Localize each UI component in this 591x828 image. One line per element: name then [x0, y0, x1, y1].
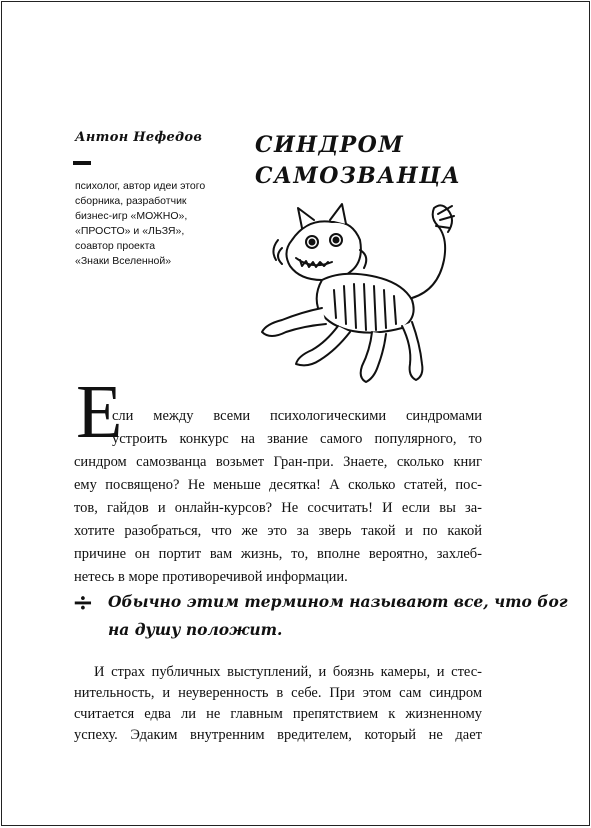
drop-cap: Е — [76, 370, 123, 454]
divide-icon: ÷ — [72, 588, 94, 618]
author-divider — [73, 161, 91, 165]
title-line: САМОЗВАНЦА — [255, 163, 462, 189]
author-bio-line: соавтор проекта — [75, 240, 156, 252]
text-line: хотите разобраться, что же это за зверь такой и по какой — [74, 523, 482, 539]
beast-illustration-icon — [252, 200, 467, 386]
text-line: синдром самозванца возьмет Гран-при. Знаете, сколько книг — [74, 454, 482, 470]
author-bio-line: бизнес-игр «МОЖНО», — [75, 210, 188, 222]
text-line: нетесь в море противоречивой информации. — [74, 569, 348, 585]
text-line: ему посвящено? Не меньше десятка! А сколько статей, пос- — [74, 477, 482, 493]
text-line: причине он портит вам жизнь, то, вполне вероятно, захлеб- — [74, 546, 482, 562]
text-line: считается едва ли не главным препятствием к жизненному — [74, 706, 482, 722]
author-name: Антон Нефедов — [75, 130, 203, 145]
author-bio-line: сборника, разработчик — [75, 195, 187, 207]
author-bio-line: психолог, автор идеи этого — [75, 180, 206, 192]
text-line: тов, гайдов и онлайн-курсов? Не сосчитать! И если вы за- — [74, 500, 482, 516]
text-line: нительность, и неуверенность в себе. При этом сам синдром — [74, 685, 482, 701]
quote-line: на душу положит. — [108, 620, 283, 639]
intro-paragraph — [74, 385, 482, 589]
book-page — [1, 1, 590, 826]
text-line: успеху. Эдаким внутренним вредителем, который не дает — [74, 727, 482, 743]
title-line: СИНДРОМ — [255, 132, 405, 158]
pull-quote — [108, 588, 568, 644]
text-line: сли между всеми психологическими синдромами — [112, 408, 482, 424]
article-title — [255, 130, 461, 192]
text-line: устроить конкурс на звание самого популярного, то — [112, 431, 482, 447]
author-bio-line: «ПРОСТО» и «ЛЬЗЯ», — [75, 225, 185, 237]
quote-line: Обычно этим термином называют все, что бог — [108, 592, 568, 611]
body-paragraph — [74, 662, 482, 746]
author-bio — [75, 179, 235, 269]
author-bio-line: «Знаки Вселенной» — [75, 255, 172, 267]
text-line: И страх публичных выступлений, и боязнь камеры, и стес- — [94, 664, 482, 680]
